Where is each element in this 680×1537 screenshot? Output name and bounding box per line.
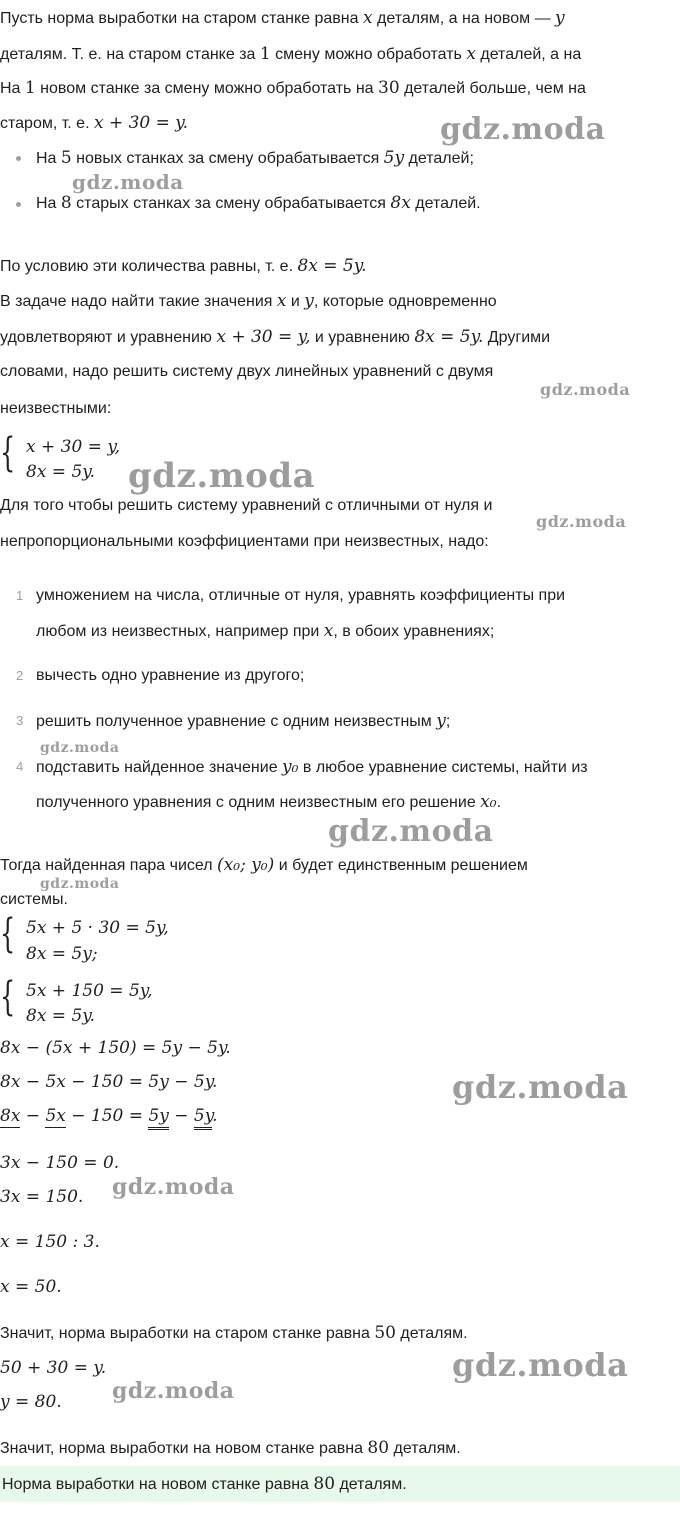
watermark: gdz.moda xyxy=(128,456,316,496)
text: деталям. xyxy=(335,1476,407,1493)
equation: 8x = 5y. xyxy=(26,462,96,482)
equation: 3x = 150. xyxy=(0,1187,84,1207)
text: , которые одновременно xyxy=(313,293,497,310)
text: и уравнению xyxy=(310,329,415,346)
text: деталей; xyxy=(404,150,474,167)
math: 1 xyxy=(259,44,271,64)
watermark: gdz.moda xyxy=(440,112,606,147)
text: деталям. Т. е. на старом станке за xyxy=(0,46,260,63)
text: Тогда найденная пара чисел xyxy=(0,857,218,874)
equation: 8x = 5y. xyxy=(26,1006,96,1026)
text-line xyxy=(0,8,565,28)
math: 1 xyxy=(24,78,36,98)
math: y xyxy=(304,291,314,311)
math: − 150 = xyxy=(65,1106,149,1126)
text-line xyxy=(0,44,581,64)
equation-cancelled xyxy=(0,1106,218,1126)
brace-icon: { xyxy=(0,911,16,957)
math: 80 xyxy=(367,1438,390,1458)
math: y₀ xyxy=(282,757,299,777)
math: x xyxy=(362,8,373,28)
text: решить полученное уравнение с одним неизвестным xyxy=(36,713,437,730)
text: Другими xyxy=(483,329,551,346)
text: . xyxy=(496,794,502,811)
math: 8x = 5y. xyxy=(414,327,484,347)
watermark: gdz.moda xyxy=(452,1068,629,1106)
result-old xyxy=(0,1323,468,1343)
text: полученного уравнения с одним неизвестным его решение xyxy=(36,794,481,811)
text: , в обоих уравнениях; xyxy=(333,623,495,640)
math: . xyxy=(212,1106,218,1126)
text: Значит, норма выработки на старом станке равна xyxy=(0,1325,375,1342)
math: − xyxy=(168,1106,194,1126)
math: x xyxy=(466,44,476,64)
watermark: gdz.moda xyxy=(40,740,120,756)
step-number: 1 xyxy=(16,588,24,603)
math: 50 xyxy=(374,1323,396,1343)
math: 8x xyxy=(390,193,411,213)
equation: x = 50. xyxy=(0,1277,62,1297)
text: старом, т. е. xyxy=(0,115,94,132)
bullet-dot-icon xyxy=(16,202,21,207)
equation: 5x + 150 = 5y, xyxy=(26,981,153,1001)
text-line: словами, надо решить систему двух линейных уравнений с двумя xyxy=(0,363,494,380)
step-number: 3 xyxy=(16,713,24,728)
math: x xyxy=(323,621,334,641)
text: и будет единственным решением xyxy=(274,857,528,874)
list-item xyxy=(36,193,481,213)
text: На xyxy=(36,195,61,212)
text: новом станке за смену можно обработать на xyxy=(35,80,378,97)
math: (x₀; y₀) xyxy=(217,855,275,875)
text: деталям. xyxy=(395,1325,468,1342)
watermark: gdz.moda xyxy=(328,814,494,849)
text-line: системы. xyxy=(0,891,68,908)
text: новых станках за смену обрабатывается xyxy=(71,150,384,167)
step-text: умножением на числа, отличные от нуля, уравнять коэффициенты при xyxy=(36,587,566,604)
text-line xyxy=(0,256,367,276)
math: 8 xyxy=(60,193,72,213)
text-line: непропорциональными коэффициентами при неизвестных, надо: xyxy=(0,533,489,550)
text: Пусть норма выработки на старом станке равна xyxy=(0,10,363,27)
math: 30 xyxy=(378,78,400,98)
text: На xyxy=(36,150,61,167)
text: деталям. xyxy=(389,1440,461,1457)
watermark: gdz.moda xyxy=(112,1174,235,1200)
text: В задаче надо найти такие значения xyxy=(0,293,277,310)
equation: y = 80. xyxy=(0,1392,62,1412)
math: y xyxy=(436,711,446,731)
text-line: Для того чтобы решить систему уравнений с отличными от нуля и xyxy=(0,497,493,514)
text-line xyxy=(0,113,188,133)
watermark: gdz.moda xyxy=(540,380,631,399)
equation: 8x − (5x + 150) = 5y − 5y. xyxy=(0,1038,231,1058)
math: 8x = 5y. xyxy=(297,256,367,276)
text: и xyxy=(286,293,305,310)
step-text: вычесть одно уравнение из другого; xyxy=(36,667,305,684)
text: удовлетворяют и уравнению xyxy=(0,329,217,346)
math: x xyxy=(276,291,287,311)
text: Значит, норма выработки на новом станке равна xyxy=(0,1440,368,1457)
math: x₀ xyxy=(480,792,497,812)
equation: x + 30 = y, xyxy=(26,437,121,457)
math: y xyxy=(555,8,565,28)
text: в любое уравнение системы, найти из xyxy=(298,759,588,776)
text: ; xyxy=(445,713,451,730)
text: На xyxy=(0,80,25,97)
text: деталей, а на xyxy=(475,46,582,63)
equation: 3x − 150 = 0. xyxy=(0,1153,120,1173)
answer-text xyxy=(2,1474,407,1495)
text: деталям, а на новом — xyxy=(372,10,556,27)
math: x + 30 = y, xyxy=(216,327,311,347)
cancelled-term: 8x xyxy=(0,1106,21,1126)
step-text xyxy=(36,621,494,641)
text: старых станках за смену обрабатывается xyxy=(71,195,391,212)
text-line xyxy=(0,78,586,98)
text: смену можно обработать xyxy=(270,46,467,63)
list-item xyxy=(36,148,474,168)
cancelled-term: 5x xyxy=(45,1106,66,1126)
text-line xyxy=(0,327,550,347)
watermark: gdz.moda xyxy=(72,170,184,194)
equation: 8x = 5y; xyxy=(26,944,98,964)
cancelled-term: 5y xyxy=(194,1106,212,1130)
step-text xyxy=(36,757,588,777)
equation: 50 + 30 = y. xyxy=(0,1358,107,1378)
result-new xyxy=(0,1438,461,1458)
text: Норма выработки на новом станке равна xyxy=(2,1476,314,1493)
watermark: gdz.moda xyxy=(452,1346,629,1384)
text: любом из неизвестных, например при xyxy=(36,623,324,640)
equation: x = 150 : 3. xyxy=(0,1232,100,1252)
step-text xyxy=(36,711,450,731)
step-text xyxy=(36,792,501,812)
watermark: gdz.moda xyxy=(536,512,627,531)
math: x + 30 = y. xyxy=(93,113,189,133)
math: 5 xyxy=(60,148,72,168)
text: подставить найденное значение xyxy=(36,759,283,776)
bullet-dot-icon xyxy=(16,156,21,161)
math: 5y xyxy=(383,148,405,168)
step-number: 4 xyxy=(16,759,24,774)
text: По условию эти количества равны, т. е. xyxy=(0,258,298,275)
text: деталей. xyxy=(410,195,481,212)
text-line xyxy=(0,291,497,311)
text: деталей больше, чем на xyxy=(399,80,586,97)
watermark: gdz.moda xyxy=(40,876,120,892)
equation: 5x + 5 · 30 = 5y, xyxy=(26,918,169,938)
watermark: gdz.moda xyxy=(112,1378,235,1404)
step-number: 2 xyxy=(16,668,24,683)
brace-icon: { xyxy=(0,430,16,476)
brace-icon: { xyxy=(0,974,16,1020)
text-line xyxy=(0,855,528,875)
answer-box xyxy=(0,1466,680,1502)
text-line: неизвестными: xyxy=(0,400,112,417)
math: 80 xyxy=(313,1474,336,1494)
equation: 8x − 5x − 150 = 5y − 5y. xyxy=(0,1072,218,1092)
math: − xyxy=(20,1106,46,1126)
cancelled-term: 5y xyxy=(148,1106,168,1130)
